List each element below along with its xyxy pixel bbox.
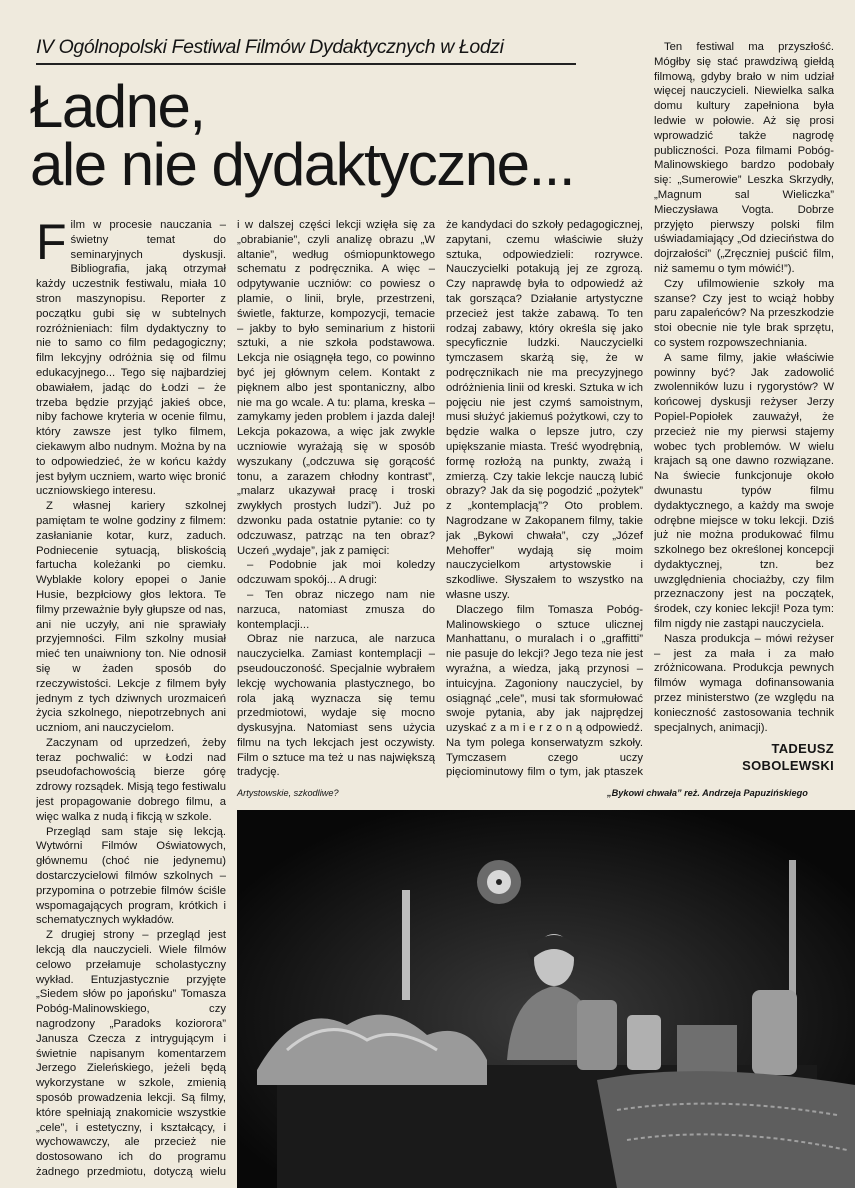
paragraph: Ten festiwal ma przyszłość. Mógłby się stać prawdziwą giełdą filmową, gdyby brało w nim udział więcej nauczycieli. Niewielka salka domu kultury zapełniona była ledwie w połowie. Aż się prosi wprowadzić także nagrodę publiczności. Poza filmami Pobóg-Malinowskiego bardzo podobały się: „Sumerowie” Leszka Skrzydły, „Magnum sal Wieliczka” Mieczysława Vogta. Dobrze przyjęto pierwszy polski film uświadamiający „Od dzieciństwa do dojrzałości” („Zręczniej puścić film, niż samemu o tym mówić!”).: [654, 41, 834, 275]
paragraph: że kandydaci do szkoły pedagogicznej, zapytani, czemu właściwie służy sztuka, odpowiedzieli: rozrywce. Nauczycielki potakują jej ze zgrozą. Czy naprawdę była to odpowiedź aż tak gorsząca? Działanie artystyczne przecież jest także zabawą. To ten rodzaj zabawy, który określa się jako specyficznie ludzki. Nauczycielki tymczasem skarżą się, że w podręcznikach nie ma precyzyjnego odróżnienia linii od kreski. Sztuka w ich pojęciu nie jest czymś samoistnym, musi służyć jakiemuś pożytkowi, czy to będzie walka o lepsze jutro, czy upiększanie miasta. Treść wyodrębnią, formę rozłożą na punkty, zważą i zmierzą. Czy takie lekcje nauczą lubić obrazy? Jak da się pogodzić „pożytek” z „kontemplacją”? Oto problem. Nagrodzane w Zakopanem filmy, takie jak „Bykowi chwała”, czy „Józef Mehoffer” wydają się moim nauczycielkom artystowskie i szkodliwe. Słyszałem to wszystko na własne uszy.: [446, 219, 643, 601]
article-column-3: [446, 218, 643, 780]
kicker-rule: [36, 63, 576, 65]
section-kicker: IV Ogólnopolski Festiwal Filmów Dydaktycznych w Łodzi: [36, 36, 504, 58]
paragraph: Z własnej kariery szkolnej pamiętam te wolne godziny z filmem: zasłanianie kotar, kurz, zaduch. Podniecenie sytuacją, bliskością fartucha koleżanki po ciemku. Wyblakłe kolory epopei o Janie Husie, bezpłciowy głos lektora. Te filmy przeważnie były głupsze od nas, ani nie uczyły, ani nie sprawiały przyjemności. Film szkolny musiał mieć ten unaiwniony ton. Nie odnosił się w żaden sposób do rzeczywistości. Lekcje z filmem były jednym z tych dziwnych urozmaiceń życia szkolnego, niepotrzebnych ani uczniom, ani nauczycielom.: [36, 500, 226, 735]
headline: [30, 73, 630, 198]
paragraph: Zaczynam od uprzedzeń, żeby teraz pochwalić: w Łodzi nad pseudofachowością bierze górę zdrowy rozsądek. Misją tego festiwalu jest propagowanie dobrego filmu, a więc walka z nudą i fikcją w szkole.: [36, 736, 226, 823]
article-column-2: [237, 218, 435, 780]
paragraph: Obraz nie narzuca, ale narzuca nauczycielka. Zamiast kontemplacji – pseudouczoność. Specjalnie wybrałem lekcję wychowania plastycznego, bo rola jaką wyznacza się temu przedmiotowi, wydaje się mocno dyskusyjna. Natomiast sens użycia filmu na tych lekcjach jest oczywisty. Film o sztuce ma też u nas największą tradycję.: [237, 633, 435, 779]
photo-caption-left: Artystowskie, szkodliwe?: [237, 788, 339, 798]
author-first-name: TADEUSZ: [771, 741, 834, 756]
paragraph: Film w procesie nauczania – świetny temat do seminaryjnych dyskusji. Bibliografia, jaką otrzymał każdy uczestnik festiwalu, miała 10 stron maszynopisu. Reporter z początku gubi się w subtelnych rozróżnieniach: film dydaktyczny to nie to samo co film pedagogiczny; film lekcyjny odróżnia się od filmu edukacyjnego... Tego się najbardziej obawiałem, jadąc do Łodzi – że trzeba będzie przyjąć jakieś obce, niby fachowe kryteria w ocenie filmu, który zawsze jest tylko filmem, ciekawym albo nudnym. Można by na to odpowiedzieć, że w końcu każdy jest byłym uczniem, warto więc bronić uczniowskiego interesu.: [36, 218, 226, 498]
author-last-name: SOBOLEWSKI: [742, 758, 834, 773]
drop-cap: F: [36, 218, 67, 270]
paragraph: Czy ufilmowienie szkoły ma szanse? Czy jest to wciąż hobby paru zapaleńców? Na przeszkodzie stoi obecnie nie tyle brak sprzętu, co system rozpowszechniania.: [654, 277, 834, 349]
article-column-1: [36, 218, 226, 1182]
author-byline: [654, 740, 834, 774]
paragraph: Z drugiej strony – przegląd jest lekcją dla nauczycieli. Wiele filmów celowo przełamuje scholastyczny wykład. Entuzjastycznie przyjęte „Siedem słów po japońsku” Tomasza Pobóg-Malinowskiego, czy nagrodzony „Paradoks koziorога” Janusza Czecza z intrygującym i świetnie napisanym komentarzem Jerzego Zieleńskiego, jeżeli będą wykorzystane w szkole, zmienią sposób prowadzenia lekcji. Są filmy, które spełniają znakomicie wszystkie „cele”, i estetyczny, i kształcący, i wychowawczy, ale przecież nie dostosowano ich do programu żadnego przedmiotu, dotyczą wielu: [36, 929, 226, 1178]
paragraph: Dlaczego film Tomasza Pobóg-Malinowskiego o sztuce ulicznej Manhattanu, o muralach i o „graffitti” nie pasuje do lekcji? Jego teza nie jest wyraźna, a wiedza, jaką przynosi – intuicyjna. Zagoniony nauczyciel, by osiągnąć „cele”, musi tak sformułować swoje pytania, aby jak najprędzej uzyskać z a m i e r z o n ą odpowiedź. Na tym polega konserwatyzm szkoły. Tymczasem czego uczy pięciominutowy film o tym, jak ptaszek: [446, 603, 643, 779]
paragraph: – Podobnie jak moi koledzy odczuwam spokój... A drugi:: [237, 559, 435, 587]
paragraph: A same filmy, jakie właściwie powinny być? Jak zadowolić zwolenników luzu i rygorystów? W końcowej dyskusji reżyser Jerzy Popiel-Popiołek zauważył, że przecież nie my pierwsi stajemy wobec tych problemów. W wielu krajach są one dawno rozwiązane. Na świecie funkcjonuje około dwunastu typów filmu dydaktycznego, a każdy ma swoje odrębne miejsce w toku lekcji. Dziś już nie można produkować filmu szkolnego bez określonej koncepcji dydaktycznej, tzn. bez uwzględnienia chociażby, czy film przeznaczony jest na początek, środek, czy koniec lekcji! Poza tym: film nigdy nie zastąpi nauczyciela.: [654, 351, 834, 631]
article-column-4: [654, 40, 834, 735]
film-still-photo: [237, 810, 855, 1188]
paragraph: i w dalszej części lekcji wzięła się za „obrabianie”, czyli analizę obrazu „W altanie”, według ośmiopunktowego schematu z podręcznika. A więc – odpytywanie uczniów: co powiesz o plamie, o linii, bryle, przestrzeni, świetle, fakturze, kompozycji, temacie – jakby to było seminarium z historii sztuki, a nie szkoła podstawowa. Lekcja nie osiągnęła tego, co powinno być jej głównym celem. Kontakt z pięknem albo jest spontaniczny, albo nie ma go wcale. A tu: plama, kreska – zamykamy jeden problem i jazda dalej! Lekcja pokazowa, a więc jak zwykle uczniowie wyrażają się w sposób wyszukany („odczuwa się gorącość tonu, a zarazem chłodny kontrast”, „malarz ukazywał pracę i troski zwykłych prostych ludzi”). Już po dzwonku pada ostatnie pytanie: co ty odczuwasz, patrząc na ten obraz? Uczeń „wydaje”, jak z pamięci:: [237, 219, 435, 557]
headline-line-1: Ładne,: [30, 73, 205, 140]
photo-caption-right: „Bykowi chwała” reż. Andrzeja Papuzińskiego: [607, 788, 808, 798]
paragraph: Nasza produkcja – mówi reżyser – jest za mała i za mało zróżnicowana. Produkcja pewnych filmów wymaga dofinansowania przez ministerstwo (ze względu na konieczność zastosowania technik specjalnych, animacji).: [654, 632, 834, 734]
paragraph: Przegląd sam staje się lekcją. Wytwórni Filmów Oświatowych, głównemu (choć nie jedynemu) dostarczycielowi filmów szkolnych – przypomina o potrzebie filmów ściśle wspomagających program, krótkich i schematycznych wykładów.: [36, 825, 226, 927]
headline-line-2: ale nie dydaktyczne...: [30, 131, 575, 198]
paragraph: – Ten obraz niczego nam nie narzuca, natomiast zmusza do kontemplacji...: [237, 588, 435, 631]
